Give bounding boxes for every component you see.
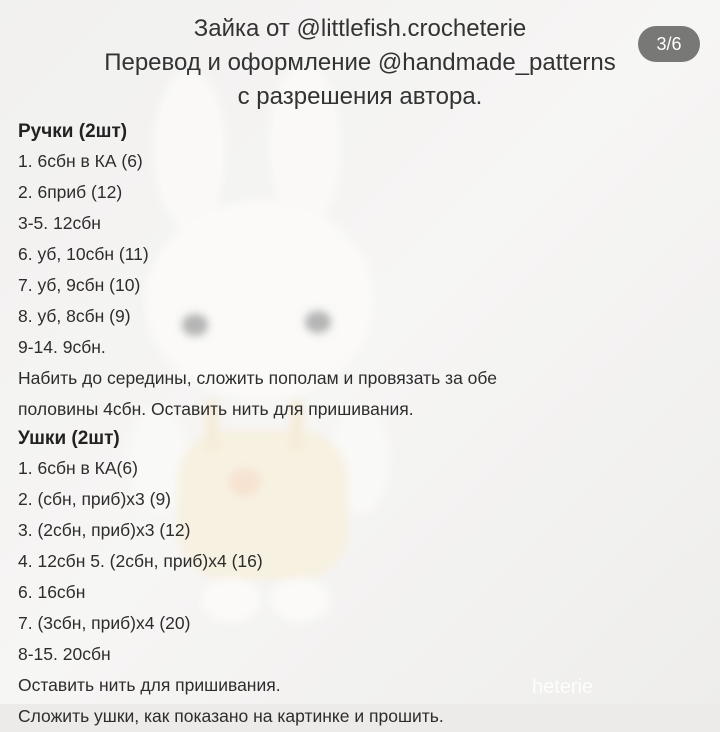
pattern-row: 2. 6приб (12) [18,182,123,202]
header [0,12,720,114]
header-permission-line: с разрешения автора. [237,83,483,110]
pattern-row: 8. уб, 8сбн (9) [18,306,131,326]
header-translation-line: Перевод и оформление @handmade_patterns [104,49,616,76]
pattern-note: Оставить нить для пришивания. [18,675,281,695]
pattern-row: 7. уб, 9сбн (10) [18,275,141,295]
pattern-row: 6. 16сбн [18,582,86,602]
pattern-row: 1. 6сбн в КА (6) [18,151,143,171]
pattern-row: 8-15. 20сбн [18,644,111,664]
pattern-note: половины 4сбн. Оставить нить для пришивания. [18,399,414,419]
pattern-note: Набить до середины, сложить пополам и провязать за обе [18,368,497,388]
watermark: heterie [532,676,594,698]
section-title-ears: Ушки (2шт) [18,428,120,449]
section-title-arms: Ручки (2шт) [18,121,128,142]
pattern-note: Сложить ушки, как показано на картинке и прошить. [18,706,444,726]
pattern-row: 4. 12сбн 5. (2сбн, приб)х4 (16) [18,551,263,571]
pattern-row: 9-14. 9сбн. [18,337,106,357]
image-counter-badge: 3/6 [638,26,700,62]
pattern-row: 6. уб, 10сбн (11) [18,244,149,264]
pattern-row: 7. (3сбн, приб)х4 (20) [18,613,191,633]
header-author-line: Зайка от @littlefish.crocheterie [193,15,527,42]
pattern-row: 2. (сбн, приб)х3 (9) [18,489,172,509]
pattern-row: 1. 6сбн в КА(6) [18,458,138,478]
pattern-row: 3. (2сбн, приб)х3 (12) [18,520,191,540]
pattern-row: 3-5. 12сбн [18,213,101,233]
pattern-text [18,118,708,732]
